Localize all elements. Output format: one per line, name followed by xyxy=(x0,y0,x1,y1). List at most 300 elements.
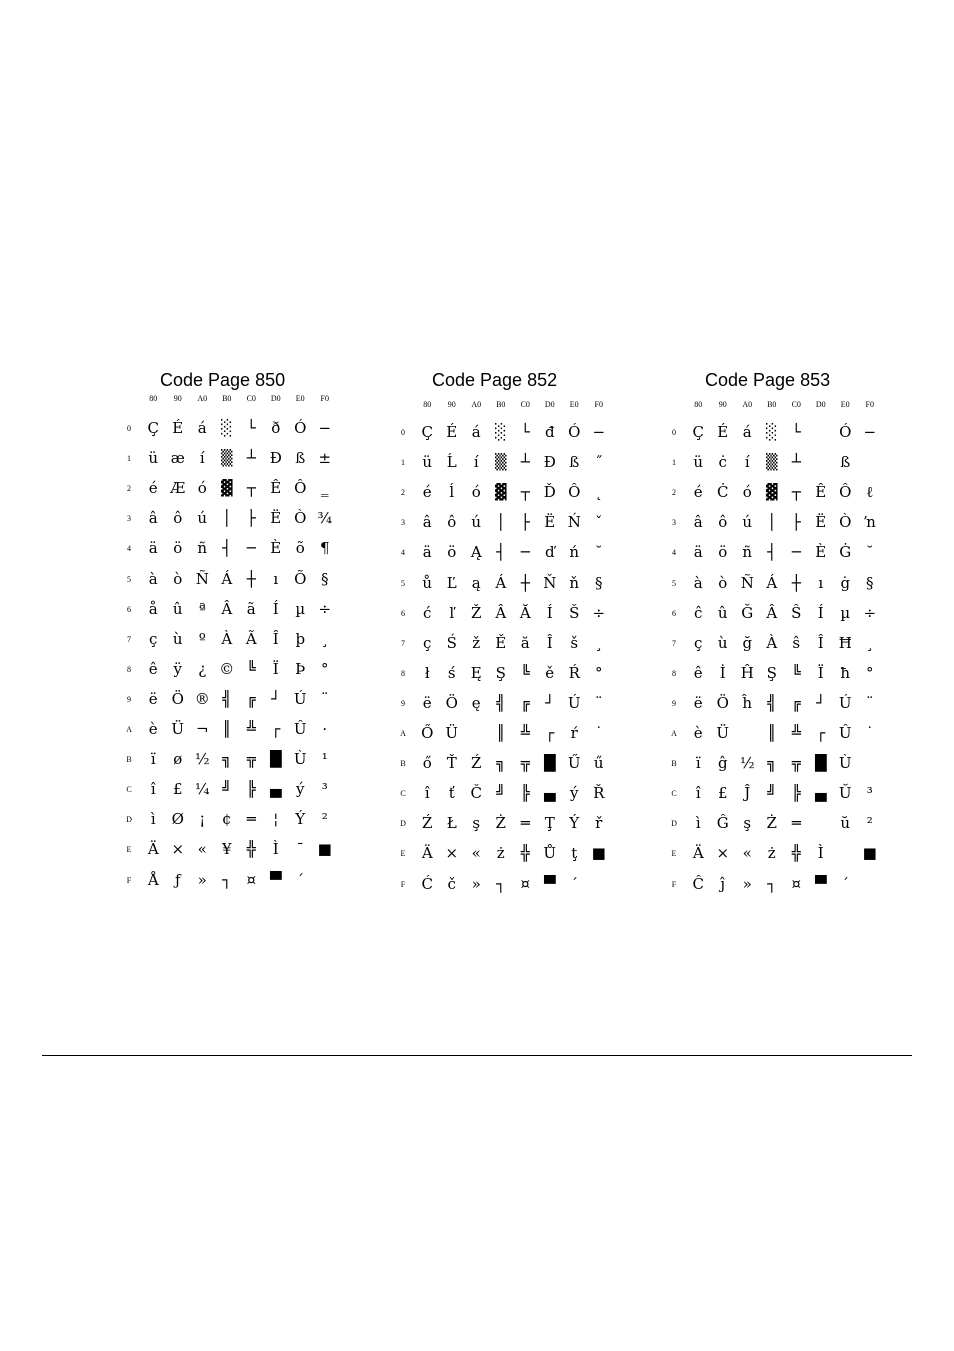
glyph-cell: ═ xyxy=(246,810,256,829)
glyph-cell: ĥ xyxy=(742,693,753,712)
glyph-cell: ´ xyxy=(841,874,849,893)
glyph-cell: ç xyxy=(694,633,703,652)
glyph-cell: ┼ xyxy=(791,573,801,592)
glyph-cell: █ xyxy=(269,750,282,769)
column-header: C0 xyxy=(520,400,530,409)
glyph-cell: Æ xyxy=(170,479,186,498)
glyph-cell: ℓ xyxy=(866,483,874,502)
column-header: 80 xyxy=(423,400,432,409)
glyph-cell: ┌ xyxy=(545,724,555,742)
column-header: 80 xyxy=(149,394,158,403)
glyph-cell: Ø xyxy=(171,810,184,829)
glyph-cell: ż xyxy=(767,844,776,863)
glyph-cell: đ xyxy=(544,423,555,441)
glyph-cell: Ě xyxy=(495,633,507,652)
glyph-cell: Ê xyxy=(815,483,827,502)
glyph-cell: ▓ xyxy=(494,483,507,502)
glyph-cell: î xyxy=(150,780,156,799)
glyph-cell: Ó xyxy=(839,423,852,441)
glyph-cell: │ xyxy=(767,513,777,532)
glyph-cell: ═ xyxy=(520,814,530,833)
glyph-cell: ╗ xyxy=(496,754,506,773)
glyph-cell: Ĺ xyxy=(446,453,457,472)
glyph-cell: Ë xyxy=(815,513,827,532)
glyph-cell: Ï xyxy=(817,663,824,682)
glyph-cell: ñ xyxy=(742,543,753,562)
glyph-cell: ¢ xyxy=(221,810,232,829)
glyph-cell: ░ xyxy=(494,423,507,441)
glyph-cell: Ë xyxy=(270,509,282,528)
glyph-cell: ř xyxy=(595,814,603,833)
glyph-cell: ╣ xyxy=(767,693,777,712)
row-header: 0 xyxy=(127,424,131,433)
glyph-cell: ╩ xyxy=(246,720,256,738)
glyph-cell: ¯ xyxy=(296,840,304,859)
glyph-cell: ï xyxy=(695,754,701,773)
row-header: 4 xyxy=(401,548,405,558)
glyph-cell: í xyxy=(744,453,750,472)
glyph-cell: ƒ xyxy=(174,870,181,889)
glyph-cell: ± xyxy=(318,449,332,468)
glyph-cell: Ď xyxy=(543,483,556,502)
glyph-cell: î xyxy=(424,784,430,803)
glyph-cell: £ xyxy=(717,784,728,803)
glyph-cell: ¿ xyxy=(198,659,207,678)
glyph-cell: ą xyxy=(471,573,481,592)
glyph-cell: ┘ xyxy=(545,693,555,712)
glyph-cell: ▒ xyxy=(765,453,778,472)
glyph-cell: Ľ xyxy=(446,573,457,592)
glyph-cell: ç xyxy=(149,629,158,648)
glyph-cell: ¦ xyxy=(273,810,279,829)
row-header: A xyxy=(671,729,677,738)
glyph-cell: Â xyxy=(766,603,778,622)
row-header: 7 xyxy=(127,634,131,644)
glyph-cell: ╝ xyxy=(767,784,777,803)
glyph-cell: Ů xyxy=(543,844,557,863)
row-header: 3 xyxy=(401,518,405,528)
glyph-cell: Í xyxy=(272,599,279,618)
glyph-cell: × xyxy=(716,844,730,863)
glyph-cell: Ù xyxy=(838,754,852,773)
glyph-cell: Ö xyxy=(171,689,184,708)
glyph-cell: ╔ xyxy=(246,689,256,708)
column-header: A0 xyxy=(471,400,482,409)
glyph-cell: └ xyxy=(791,423,801,441)
glyph-cell: « xyxy=(742,844,752,863)
glyph-cell: § xyxy=(866,573,874,592)
glyph-cell: ć xyxy=(423,603,432,622)
glyph-cell: Ù xyxy=(293,750,307,769)
glyph-cell: Ô xyxy=(294,479,307,498)
glyph-cell: Ĝ xyxy=(716,814,729,833)
glyph-cell: ¸ xyxy=(321,629,329,648)
glyph-cell: Ç xyxy=(421,423,433,441)
glyph-cell: ó xyxy=(471,483,481,502)
glyph-cell: ŉ xyxy=(863,513,877,532)
glyph-cell: ß xyxy=(295,449,306,468)
glyph-cell: Ň xyxy=(543,573,557,592)
row-header: D xyxy=(671,819,677,829)
row-header: 4 xyxy=(127,544,131,554)
glyph-cell: Þ xyxy=(295,659,306,678)
glyph-cell: Ż xyxy=(766,814,777,833)
glyph-cell: á xyxy=(471,423,481,441)
glyph-cell: ░ xyxy=(220,419,233,437)
glyph-cell: û xyxy=(717,603,728,622)
glyph-cell: Ő xyxy=(421,724,434,742)
row-header: 2 xyxy=(401,488,405,498)
glyph-cell: ² xyxy=(866,814,873,833)
glyph-cell: Ĵ xyxy=(744,784,751,803)
glyph-cell: Ú xyxy=(293,689,307,708)
glyph-cell: Ö xyxy=(716,693,729,712)
glyph-cell: ¶ xyxy=(319,539,330,558)
glyph-cell: à xyxy=(693,573,703,592)
glyph-cell: ť xyxy=(448,784,455,803)
row-header: 6 xyxy=(127,604,131,614)
glyph-cell: ě xyxy=(545,663,555,682)
glyph-cell: ő xyxy=(422,754,432,773)
glyph-cell: ╝ xyxy=(496,784,506,803)
row-header: 9 xyxy=(672,698,676,708)
row-header: 8 xyxy=(127,664,131,674)
glyph-cell: ┴ xyxy=(520,453,530,472)
glyph-cell: Ó xyxy=(568,423,581,441)
glyph-cell: ® xyxy=(194,689,210,708)
column-header: 90 xyxy=(173,394,182,403)
glyph-cell: á xyxy=(742,423,752,441)
column-header: 90 xyxy=(447,400,456,409)
glyph-cell: ñ xyxy=(197,539,208,558)
glyph-cell: ´ xyxy=(296,870,304,889)
glyph-cell: ĵ xyxy=(720,874,726,893)
row-header: F xyxy=(400,879,406,889)
glyph-cell: ž xyxy=(472,633,481,652)
glyph-cell: ┤ xyxy=(222,539,232,558)
glyph-cell: ĉ xyxy=(694,603,703,622)
glyph-cell: ş xyxy=(743,814,752,833)
glyph-cell: Ä xyxy=(421,844,433,863)
glyph-cell: ╩ xyxy=(791,724,801,742)
glyph-cell: ľ xyxy=(449,603,455,622)
glyph-cell: á xyxy=(197,419,207,437)
glyph-cell: ■ xyxy=(862,844,877,863)
glyph-cell: ½ xyxy=(739,754,755,773)
row-header: A xyxy=(400,729,406,738)
glyph-cell: ä xyxy=(693,543,703,562)
glyph-cell: ţ xyxy=(571,844,578,863)
glyph-cell: ├ xyxy=(246,509,256,528)
row-header: E xyxy=(671,849,677,859)
glyph-cell: Ê xyxy=(270,479,282,498)
glyph-cell: ı xyxy=(818,573,824,592)
glyph-cell: Ã xyxy=(245,629,257,648)
glyph-cell: ¾ xyxy=(317,509,333,528)
glyph-cell: ² xyxy=(321,810,328,829)
glyph-cell: £ xyxy=(172,780,183,799)
row-header: 8 xyxy=(401,668,405,678)
glyph-cell: ë xyxy=(148,689,158,708)
glyph-cell: ▒ xyxy=(494,453,507,472)
glyph-cell: Å xyxy=(147,870,159,889)
glyph-cell: · xyxy=(322,720,328,738)
glyph-cell: ś xyxy=(447,663,456,682)
glyph-cell: § xyxy=(595,573,603,592)
column-header: B0 xyxy=(496,400,506,409)
glyph-cell: ă xyxy=(520,633,530,652)
glyph-cell: æ xyxy=(170,449,185,468)
glyph-cell: ¸ xyxy=(866,633,874,652)
glyph-cell: − xyxy=(318,419,332,437)
glyph-cell: ╗ xyxy=(222,750,232,769)
glyph-cell: ╬ xyxy=(520,844,530,863)
glyph-cell: ç xyxy=(423,633,432,652)
glyph-cell: Ŭ xyxy=(838,784,852,803)
glyph-cell: à xyxy=(148,569,158,588)
glyph-cell: ┤ xyxy=(767,543,777,562)
glyph-cell: │ xyxy=(496,513,506,532)
glyph-cell: Ş xyxy=(766,663,777,682)
row-header: 4 xyxy=(672,548,676,558)
glyph-cell: ░ xyxy=(765,423,778,441)
glyph-cell: é xyxy=(422,483,432,502)
glyph-cell: « xyxy=(471,844,481,863)
glyph-cell: ╠ xyxy=(791,784,801,803)
row-header: C xyxy=(126,785,132,795)
glyph-cell: ä xyxy=(148,539,158,558)
glyph-cell: Ŕ xyxy=(568,663,580,682)
glyph-cell: ¬ xyxy=(195,720,209,738)
glyph-cell: ╝ xyxy=(222,780,232,799)
glyph-cell: ù xyxy=(717,633,728,652)
table-title: Code Page 853 xyxy=(705,370,831,390)
glyph-cell: ˘ xyxy=(866,543,874,562)
column-header: E0 xyxy=(569,400,579,409)
glyph-cell: þ xyxy=(295,629,306,648)
glyph-cell: ╠ xyxy=(246,780,256,799)
glyph-cell: ÷ xyxy=(318,599,332,618)
glyph-cell: ª xyxy=(198,599,206,618)
glyph-cell: ô xyxy=(173,509,183,528)
glyph-cell: Ŝ xyxy=(791,603,802,622)
glyph-cell: ┌ xyxy=(271,720,281,738)
glyph-cell: ú xyxy=(471,513,482,532)
glyph-cell: Ę xyxy=(470,663,482,682)
glyph-cell: ╠ xyxy=(520,784,530,803)
glyph-cell: å xyxy=(148,599,158,618)
glyph-cell: Ñ xyxy=(740,573,754,592)
glyph-cell: ¤ xyxy=(791,874,802,893)
glyph-cell: ę xyxy=(471,693,481,712)
glyph-cell: č xyxy=(447,874,456,893)
glyph-cell: ¡ xyxy=(199,810,206,829)
row-header: 5 xyxy=(401,578,405,588)
glyph-cell: Š xyxy=(569,603,580,622)
column-header: D0 xyxy=(544,400,555,409)
glyph-cell: ¸ xyxy=(595,633,603,652)
glyph-cell: ┬ xyxy=(520,483,530,502)
row-header: 9 xyxy=(127,694,131,704)
glyph-cell: Û xyxy=(838,724,852,742)
row-header: 8 xyxy=(672,668,676,678)
row-header: C xyxy=(400,789,406,799)
glyph-cell: ù xyxy=(172,629,183,648)
glyph-cell: ╣ xyxy=(222,689,232,708)
glyph-cell: Ñ xyxy=(195,569,209,588)
glyph-cell: Ä xyxy=(147,840,159,859)
glyph-cell: » xyxy=(471,874,481,893)
glyph-cell: ú xyxy=(197,509,208,528)
glyph-cell: ▀ xyxy=(543,874,556,893)
glyph-cell: ╦ xyxy=(246,750,256,769)
glyph-cell: ─ xyxy=(791,543,801,562)
glyph-cell: ╦ xyxy=(791,754,801,773)
glyph-cell: Ì xyxy=(272,840,279,859)
glyph-cell: ■ xyxy=(591,844,606,863)
glyph-cell: Ġ xyxy=(839,543,852,562)
glyph-cell: â xyxy=(148,509,158,528)
glyph-cell: Ť xyxy=(446,754,457,773)
glyph-cell: Ş xyxy=(495,663,506,682)
glyph-cell: ³ xyxy=(866,784,873,803)
glyph-cell: ├ xyxy=(791,513,801,532)
glyph-cell: ô xyxy=(447,513,457,532)
glyph-cell: Û xyxy=(293,720,307,738)
glyph-cell: ˇ xyxy=(595,513,603,532)
row-header: 1 xyxy=(401,458,405,468)
glyph-cell: Ü xyxy=(171,720,185,738)
row-header: 9 xyxy=(401,698,405,708)
glyph-cell: Î xyxy=(546,633,553,652)
row-header: 1 xyxy=(127,454,131,464)
glyph-cell: Í xyxy=(817,603,824,622)
glyph-cell: Ú xyxy=(567,693,581,712)
glyph-cell: Ż xyxy=(495,814,506,833)
row-header: 3 xyxy=(672,518,676,528)
glyph-cell: ø xyxy=(173,750,183,769)
glyph-cell: ò xyxy=(173,569,183,588)
glyph-cell: ╔ xyxy=(520,693,530,712)
glyph-cell: ŭ xyxy=(840,814,851,833)
glyph-cell: ý xyxy=(296,780,305,799)
glyph-cell: ┴ xyxy=(246,449,256,468)
glyph-cell: ŝ xyxy=(792,633,801,652)
column-header: D0 xyxy=(815,400,826,409)
column-header: C0 xyxy=(246,394,256,403)
row-header: 7 xyxy=(672,638,676,648)
glyph-cell: ║ xyxy=(222,720,232,738)
glyph-cell: Ċ xyxy=(717,483,729,502)
glyph-cell: ĝ xyxy=(717,754,728,773)
glyph-cell: ─ xyxy=(520,543,530,562)
glyph-cell: Â xyxy=(495,603,507,622)
glyph-cell: Õ xyxy=(294,569,307,588)
glyph-cell: ň xyxy=(569,573,580,592)
glyph-cell: ˝ xyxy=(595,453,603,472)
glyph-cell: « xyxy=(197,840,207,859)
glyph-cell: Ž xyxy=(471,603,482,622)
column-header: A0 xyxy=(742,400,753,409)
row-header: 1 xyxy=(672,458,676,468)
row-header: D xyxy=(400,819,406,829)
glyph-cell: ┐ xyxy=(222,870,232,889)
glyph-cell: À xyxy=(221,629,233,648)
glyph-cell: Ô xyxy=(839,483,852,502)
glyph-cell: × xyxy=(171,840,185,859)
glyph-cell: ö xyxy=(718,543,728,562)
glyph-cell: ġ xyxy=(840,573,851,592)
glyph-cell: Á xyxy=(766,573,778,592)
glyph-cell: Ă xyxy=(519,603,531,622)
glyph-cell: ê xyxy=(148,659,158,678)
glyph-cell: ╔ xyxy=(791,693,801,712)
glyph-cell: Á xyxy=(495,573,507,592)
glyph-cell: Ű xyxy=(567,754,581,773)
glyph-cell: Ř xyxy=(593,784,605,803)
glyph-cell: ┬ xyxy=(246,479,256,498)
glyph-cell: é xyxy=(148,479,158,498)
glyph-cell: í xyxy=(199,449,205,468)
column-header: F0 xyxy=(320,394,329,403)
glyph-cell: └ xyxy=(520,423,530,441)
glyph-cell: » xyxy=(742,874,752,893)
glyph-cell: ▀ xyxy=(814,874,827,893)
glyph-cell: ╬ xyxy=(246,840,256,859)
row-header: 5 xyxy=(127,574,131,584)
glyph-cell: è xyxy=(148,720,158,738)
glyph-cell: ê xyxy=(693,663,703,682)
glyph-cell: Ĥ xyxy=(740,663,754,682)
glyph-cell: ─ xyxy=(246,539,256,558)
glyph-cell: ■ xyxy=(317,840,332,859)
glyph-cell: ö xyxy=(173,539,183,558)
glyph-cell: ë xyxy=(693,693,703,712)
glyph-cell: Ï xyxy=(272,659,279,678)
glyph-cell: Ą xyxy=(470,543,482,562)
glyph-cell: Ź xyxy=(471,754,482,773)
glyph-cell: ó xyxy=(742,483,752,502)
glyph-cell: Ć xyxy=(421,874,433,893)
glyph-cell: ¹ xyxy=(321,750,328,769)
glyph-cell: ÿ xyxy=(173,659,182,678)
glyph-cell: ┐ xyxy=(496,874,506,893)
glyph-cell: █ xyxy=(543,754,556,773)
glyph-cell: ß xyxy=(840,453,851,472)
glyph-cell: ╚ xyxy=(246,659,256,678)
glyph-cell: î xyxy=(695,784,701,803)
row-header: 2 xyxy=(672,488,676,498)
glyph-cell: Ì xyxy=(817,844,824,863)
glyph-cell: ů xyxy=(422,573,433,592)
glyph-cell: ã xyxy=(246,599,256,618)
glyph-cell: ╬ xyxy=(791,844,801,863)
column-header: B0 xyxy=(767,400,777,409)
glyph-cell: ° xyxy=(321,659,329,678)
glyph-cell: í xyxy=(473,453,479,472)
glyph-cell: █ xyxy=(814,754,827,773)
glyph-cell: © xyxy=(219,659,235,678)
row-header: C xyxy=(671,789,677,799)
glyph-cell: õ xyxy=(295,539,305,558)
row-header: B xyxy=(126,755,132,765)
glyph-cell: Î xyxy=(272,629,279,648)
glyph-cell: ═ xyxy=(791,814,801,833)
column-header: F0 xyxy=(594,400,603,409)
row-header: B xyxy=(671,759,677,769)
glyph-cell: ß xyxy=(569,453,580,472)
glyph-cell: Đ xyxy=(543,453,556,472)
